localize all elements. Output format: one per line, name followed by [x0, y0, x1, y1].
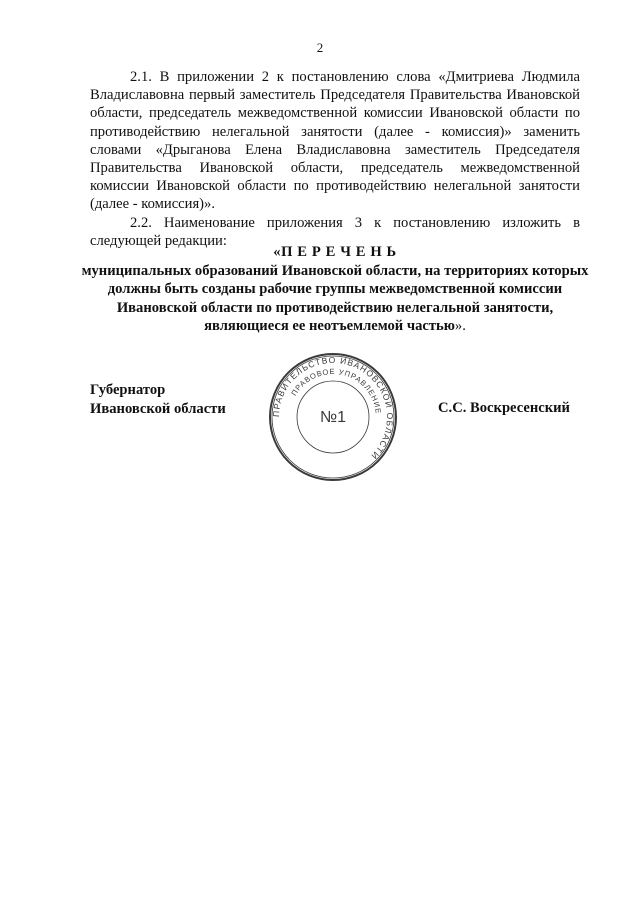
appendix-heading — [80, 243, 590, 336]
paragraph-2-2: 2.2. Наименование приложения 3 к постановлению изложить в следующей редакции: — [90, 214, 580, 249]
paragraph-2-1: 2.1. В приложении 2 к постановлению слова «Дмитриева Людмила Владиславовна первый заместитель Председателя Правительства Ивановской области, председатель межведомственной комиссии Ивановской области по противодействию нелегальной занятости (далее - комиссия)» заменить словами «Дрыганова Елена Владиславовна заместитель Председателя Правительства Ивановской области, председатель межведомственной комиссии Ивановской области по противодействию нелегальной занятости (далее - комиссия)». — [90, 69, 580, 213]
stamp-outer-text: ПРАВИТЕЛЬСТВО ИВАНОВСКОЙ ОБЛАСТИ — [270, 354, 396, 462]
signatory-position-line2: Ивановской области — [90, 400, 226, 417]
heading-closing: ». — [454, 318, 466, 334]
stamp-inner-text: ПРАВОВОЕ УПРАВЛЕНИЕ — [289, 366, 383, 415]
heading-body — [80, 262, 590, 336]
document-body — [90, 68, 580, 250]
signatory-position — [90, 381, 226, 418]
signatory-name: С.С. Воскресенский — [438, 400, 570, 416]
page-number: 2 — [316, 40, 324, 55]
official-stamp — [268, 352, 398, 482]
heading-body-text: муниципальных образований Ивановской области, на территориях которых должны быть созданы рабочие группы межведомственной комиссии Ивановской области по противодействию нелегальной занятости, являющиеся ее неотъемлемой частью — [81, 262, 589, 334]
stamp-number: №1 — [319, 409, 347, 426]
heading-title: «П Е Р Е Ч Е Н Ь — [273, 244, 397, 260]
signatory-position-line1: Губернатор — [90, 382, 166, 398]
